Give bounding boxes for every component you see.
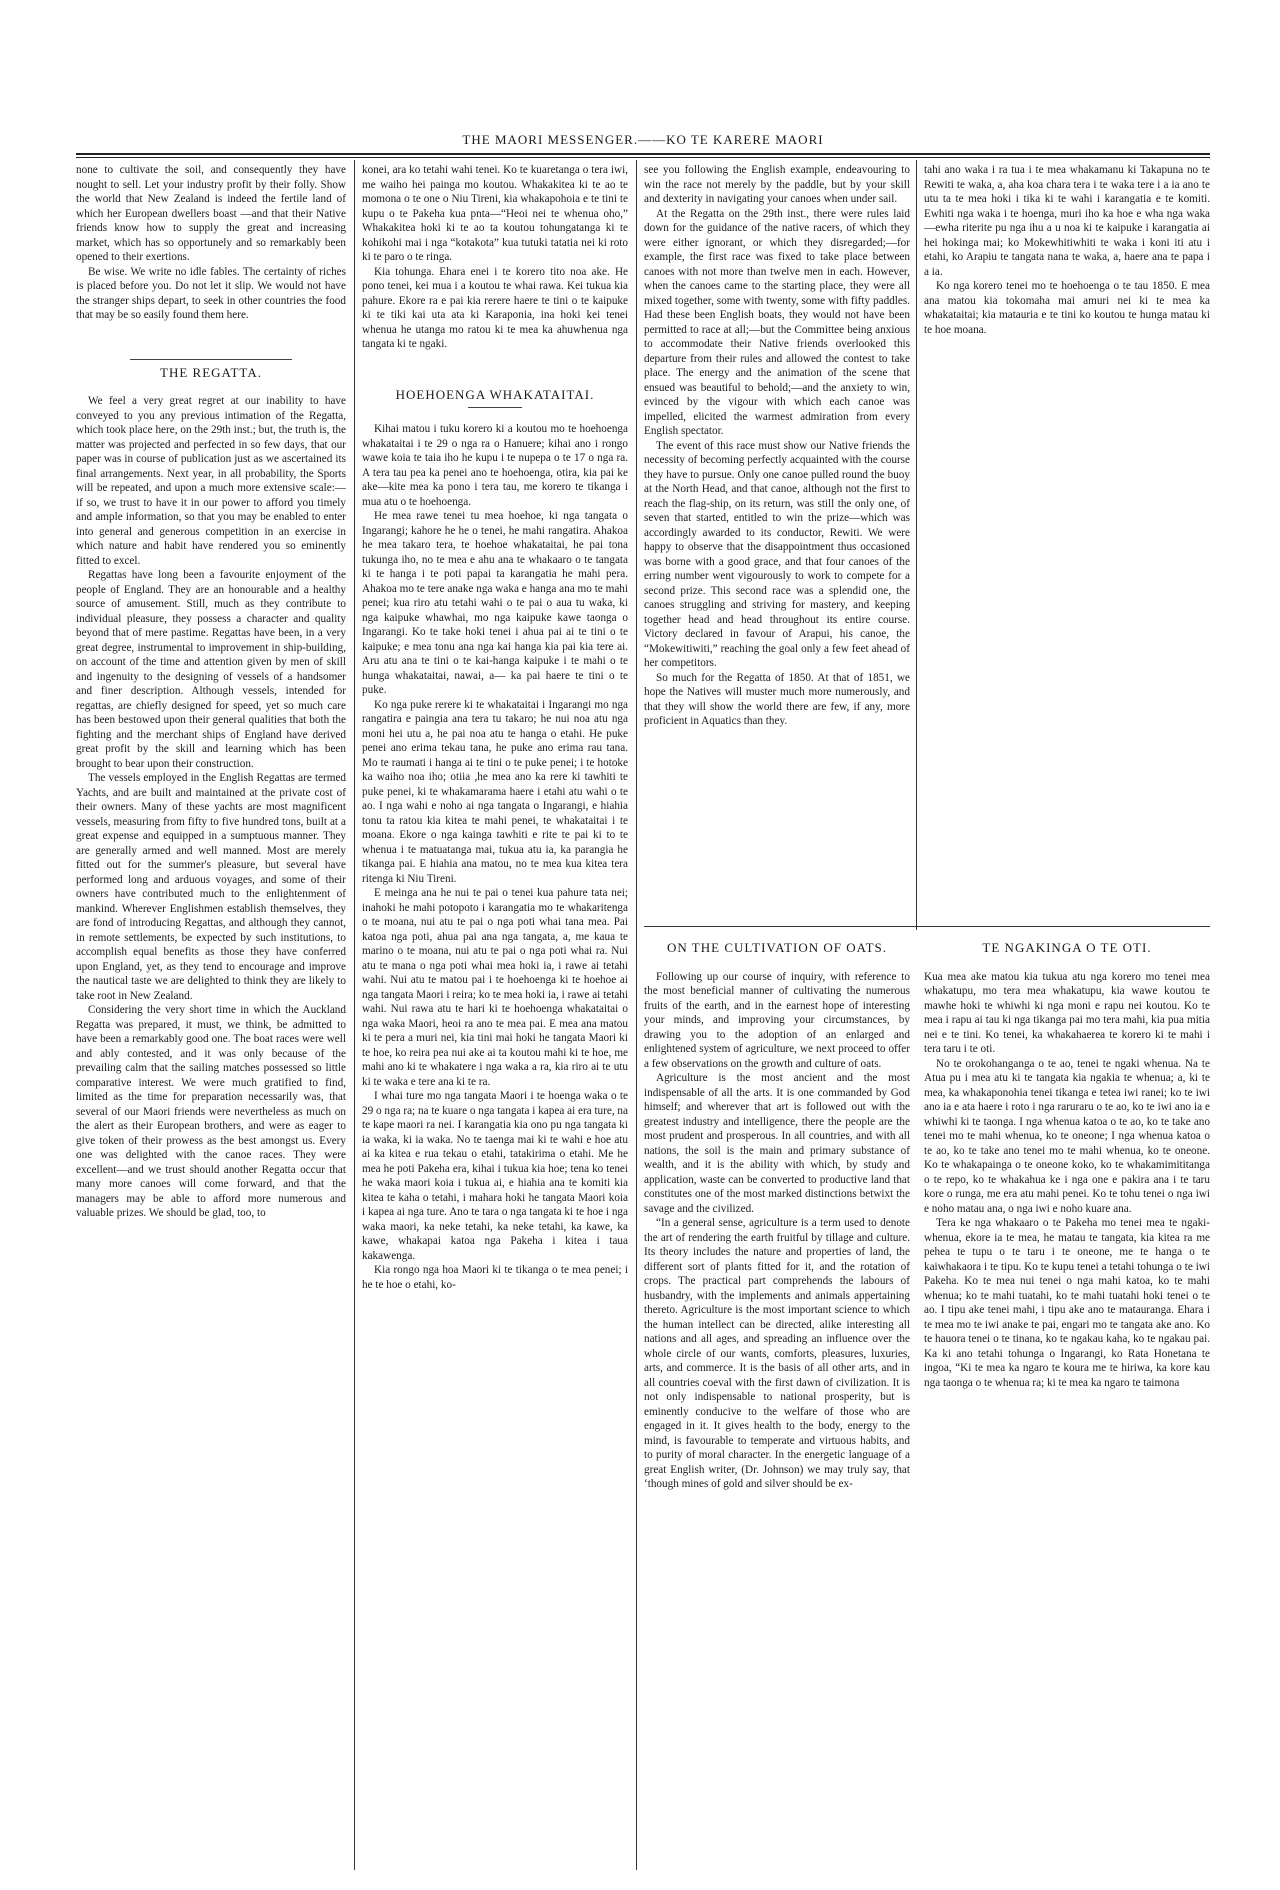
ngakinga-paragraph: Kua mea ake matou kia tukua atu nga korero mo tenei mea whakatupu, mo tera mea whakatupu, kia wawe koutou te mawhe hoki te whiwhi ki nga moni e rapu nei koutou. Ko te mea i rapu ai tau ki nga tikanga pai mo tera mahi, kia pua mitia nei e te tini. Ko tenei, ka whakahaerea te korero ki te mahi i tera taru i te oti. <box>924 970 1210 1055</box>
section-divider <box>644 926 1210 927</box>
column-4-top <box>924 163 1210 923</box>
regatta-paragraph: The vessels employed in the English Regattas are termed Yachts, and are built and maintained at the private cost of their owners. Many of these yachts are most magnificent vessels, measuring from fifty to five hundred tons, built at a great expense and equipped in a sumptuous manner. They are generally armed and well manned. Most are merely fitted out for the summer's pleasure, but several have performed long and arduous voyages, and some of their owners have contributed much to the enlightenment of mankind. Wherever Englishmen establish themselves, they are fond of introducing Regattas, and although they cannot, in remote settlements, be expected by such institutions, to accomplish equal benefits as those they have conferred upon England, yet, as they tend to encourage and improve the nautical taste we are delighted to think they are likely to take root in New Zealand. <box>76 772 346 1002</box>
regatta-heading: THE REGATTA. <box>76 353 346 381</box>
header-rule-thin <box>76 157 1210 158</box>
ngakinga-article <box>924 935 1210 1870</box>
col1-intro2: Be wise. We write no idle fables. The certainty of riches is placed before you. Do not let it slip. We would not have the stranger ships depart, to seek in other countries the food that may be so easily found them here. <box>76 265 346 321</box>
ngakinga-paragraph: No te orokohanganga o te ao, tenei te ngaki whenua. Na te Atua pu i mea atu ki te tangata kia ngakia te whenua; a, ki te mea, ka whakaponohia tenei tikanga e tetea iwi ranei; ko te iwi ano ia e ata haere i roto i nga raruraru o te ao, ko te iwi ano ia e whiwhi ki te taonga. I nga whenua katoa o te ao, ko te take ano tenei mo te mahi whenua, ko te oneone; I nga whenua katoa o te ao, ko te take ano tenei mo te mahi whenua, ko te oneone. Ko te whakapainga o te oneone koko, ko te whakamimititanga o te repo, ko te whakahua ke i nga one e pakira ana i te taru kore o runga, me era atu mahi penei. Ko te tohu tenei o nga iwi e noho matau ana, o nga iwi e noho kuare ana. <box>924 1057 1210 1215</box>
ngakinga-paragraph: Tera ke nga whakaaro o te Pakeha mo tenei mea te ngaki-whenua, ekore ia te mea, he matau te tangata, kia kitea ra me pehea te tupu o te taru i te oneone, me te hanga o te kaiwhakaora i te tipu. Ko te kupu tenei a tetahi tohunga o te iwi Pakeha. Ko te mea nui tenei o nga mahi katoa, ko te mahi whenua; ko te mahi tuatahi, ko te mahi tuatahi hoki tenei o te ao. I tipu ake tenei mahi, i tipu ake ano te matauranga. Ehara i te mea mo te iwi anake te pai, engari mo te tangata ake ano. Ko te hauora tenei o te tinana, ko te ngakau kaha, ko te ngakau pai. Ka ki ano tetahi tohunga o Ingarangi, ko Rata Honetana te ingoa, “Ki te mea ka ngaro te koura me te hiriwa, ka kore kau nga taonga o te whenua ra; ki te mea ka ngaro te taimona <box>924 1217 1210 1389</box>
oats-heading: ON THE CULTIVATION OF OATS. <box>667 940 887 955</box>
column-2 <box>362 163 628 1868</box>
hoehoenga-paragraph: He mea rawe tenei tu mea hoehoe, ki nga tangata o Ingarangi; kahore he he o tenei, he mahi rangatira. Ahakoa he mea takaro tera, te hoehoe whakataitai, he pai tona tukunga iho, no te mea e ahu ana te whakaaro o te tangata ki te hanga i te poti papai ta karangatia he mahi pera. Ahakoa mo te tere anake nga waka e hanga ana mo te mahi penei; kua riro atu tetahi wahi o te pai o aua tu waka, ki nga kaipuke whawhai, mo nga kaipuke kawe taonga o Ingarangi. Ko te take hoki tenei i ahua pai ai te tini o te kaipuke; e mea tonu ana nga kai hanga kia pai kia tere ai. Aru atu ana te tini o te kai-hanga kaipuke i te mahi o te hunga whakataitai, nawai, a— ka pai haere te tini o te puke. <box>362 510 628 696</box>
hoehoenga-paragraph: Kia rongo nga hoa Maori ki te tikanga o te mea penei; i he te hoe o etahi, ko- <box>362 1264 628 1291</box>
col4-intro: tahi ano waka i ra tua i te mea whakamanu ki Takapuna no te Rewiti te waka, a, aha koa chara tera i te waka tere i a ia ano te utu ta te mea hoki i tika ki te wahi i karangatia e te komiti. Ewhiti nga waka i te hoenga, muri iho ka hoe e wha nga waka—ewha riterite pu nga ihu a u noa ki te kaipuke i karangatia ai hei hokinga mai; ko Mokewhitiwhiti te waka i koni iti atu i etahi, ko Arapiu te tangata nana te waka, a, haere ana te papa i a ia. <box>924 164 1210 278</box>
hoehoenga-paragraph: E meinga ana he nui te pai o tenei kua pahure tata nei; inahoki he mahi potopoto i karangatia mo te whakaritenga o te moana, nui atu te pai o nga poti whai tana mea. Pai katoa nga poti, ahua pai ana nga tangata, a, me kaua te marino o te moana, nui atu te pai o nga poti whai ra. Nui atu te mana o nga poti whai mea hoki ia, i rawe ai tetahi wahi. Nui atu te matou pai i te hoehoenga ki te hoehoe ai nga tangata Maori i reira; ko te mea hoki ia, i rawe ai tetahi wahi. Nui rawa atu te hari ki te hoehoenga whakataitai o nga waka Maori, heoi ra ano te mea pai. E mea ana matou ki te pera a muri nei, kia tini mai hoki he tangata Maori ki te hoe, ko reira pea nui ake ai ta koutou mahi ki te hoe, me mahi ano ki te whakatere i nga waka a ra, kia riro ai te utu ki te waka e tere ana ki te ra. <box>362 887 628 1088</box>
oats-paragraph: Following up our course of inquiry, with reference to the most beneficial manner of cultivating the numerous fruits of the earth, and in the earnest hope of interesting your minds, and improving your circumstances, by drawing you to the adoption of an enlarged and enlightened system of agriculture, we next proceed to offer a few observations on the growth and culture of oats. <box>644 970 910 1070</box>
regatta-paragraph: At the Regatta on the 29th inst., there were rules laid down for the guidance of the native racers, of which they were either ignorant, or which they disregarded;—for example, the first race was fixed to take place between canoes with not more than twelve men in each. However, when the canoes came to the starting place, they were all mixed together, some with twenty, some with fifty paddles. Had these been English boats, they would not have been permitted to race at all;—but the Committee being anxious to accommodate their Native friends overlooked this departure from their rules and allowed the contest to take place. The energy and the animation of the scene that ensued was beautiful to behold;—and the anxiety to win, evinced by the vigour with which each canoe was impelled, elicited the warmest admiration from every English spectator. <box>644 207 910 437</box>
regatta-paragraph: The event of this race must show our Native friends the necessity of becoming perfectly acquainted with the course they have to pursue. Only one canoe pulled round the buoy at the North Head, and that canoe, although not the first to reach the flag-ship, on its return, was still the only one, of seven that started, entitled to win the prize—which was accordingly awarded to its conductor, Rewiti. We were happy to observe that the disappointment thus occasioned was borne with a good grace, and that four canoes of the erring number went vigourously to work to compete for a second prize. This second race was a splendid one, the canoes struggling and striving for mastery, and keeping together head and head throughout its entire course. Victory declared in favour of Arapui, his canoe, the “Mokewitiwiti,” reaching the goal only a few feet ahead of her competitors. <box>644 439 910 669</box>
col2-intro2: Kia tohunga. Ehara enei i te korero tito noa ake. He pono tenei, kei mua i a koutou te whai rawa. Kei tukua kia pahure. Ekore ra e pai kia rerere haere te tini o te kaipuke ki te tiki kai uta ata ki Karaponia, ina hoki kei tenei whenua he utanga mo ratou ki te mea ka ahuwhenua nga tangata ki te ngaki. <box>362 265 628 350</box>
col1-intro: none to cultivate the soil, and consequently they have nought to sell. Let your industry profit by their folly. Show the world that New Zealand is indeed the fertile land of which her European dwellers boast —and that their Native friends know how to supply the great and increasing market, which has so opportunely and so remarkably been opened to their exertions. <box>76 164 346 263</box>
hoehoenga-paragraph: Ko nga puke rerere ki te whakataitai i Ingarangi mo nga rangatira e paingia ana tera tu takaro; he nui noa atu nga moni hei utu a, he pai noa atu te hanga o etahi. He puke penei ano erima tekau tana, he puke ano erima rau tana. Mo te raumati i hanga ai te tini o te puke penei; i te hotoke ka waiho noa iho; otiia ,he mea ano ka rere ki tawhiti te puke penei, ki te whakamarama haere i etahi atu wahi o te ao. I nga wahi e noho ai nga tangata o Ingarangi, e hiahia tonu ta ratou kia kitea te mahi penei, te whakataitai i te moana. Ekore o nga kainga tawhiti e rite te pai ki to te whenua i te matuatanga mai, tukua atu ia, ka parangia he tikanga pai. E hiahia ana matou, no te mea kua kitea tera ritenga ki Niu Tireni. <box>362 698 628 885</box>
ngakinga-heading: TE NGAKINGA O TE OTI. <box>982 940 1152 955</box>
column-1 <box>76 163 346 1868</box>
column-3-top <box>644 163 910 923</box>
regatta-paragraph: Considering the very short time in which the Auckland Regatta was prepared, it must, we think, be admitted to have been a remarkably good one. The boat races were well and ably contested, and it was only because of the prevailing calm that the sailing matches possessed so little comparative interest. We were much gratified to find, limited as the time for preparation necessarily was, that several of our Maori friends were nevertheless as much on the alert as their European brothers, and were as eager to give token of their prowess as the best amongst us. Every one was delighted with the canoe races. They were excellent—and we trust should another Regatta occur that many more canoes will come forward, and that the managers may be able to afford more numerous and valuable prizes. We should be glad, too, to <box>76 1004 346 1219</box>
column-divider <box>354 160 355 1870</box>
col3-intro: see you following the English example, endeavouring to win the race not merely by the paddle, but by your skill and dexterity in navigating your canoes when under sail. <box>644 164 910 205</box>
regatta-paragraph: Regattas have long been a favourite enjoyment of the people of England. They are an honourable and a healthy source of amusement. Still, much as they contribute to individual pleasure, they possess a character and quality beyond that of mere pastime. Regattas have been, in a very great degree, instrumental to improvement in ship-building, on account of the time and attention given by men of skill and ingenuity to the designing of vessels of a handsomer and finer description. Although vessels, intended for regattas, are chiefly designed for speed, yet so much care has been bestowed upon their general qualities that both the fighting and the merchant ships of England have derived great profit by the skill and learning which has been brought to bear upon their construction. <box>76 569 346 770</box>
regatta-paragraph: So much for the Regatta of 1850. At that of 1851, we hope the Natives will muster much more numerously, and that they will show the world there are few, if any, more proficient in Aquatics than they. <box>644 671 910 727</box>
header-rule <box>76 153 1210 155</box>
oats-paragraph: Agriculture is the most ancient and the most indispensable of all the arts. It is one commanded by God himself; and wherever that art is followed out with the greatest industry and intelligence, there the people are the most prudent and prosperous. In all countries, and with all nations, the soil is the main and primary substance of wealth, and it is the ability with which, by study and application, waste can be converted to productive land that constitutes one of the most marked distinctions betwixt the savage and the civilized. <box>644 1072 910 1215</box>
col4-intro2: Ko nga korero tenei mo te hoehoenga o te tau 1850. E mea ana matou kia tokomaha mai amuri nei ki te mea ka whakataitai; kia matauria e te tini ko koutou te hunga matau ki te hoe moana. <box>924 280 1210 336</box>
column-divider <box>636 160 637 1870</box>
page-header: THE MAORI MESSENGER.——KO TE KARERE MAORI <box>462 132 824 147</box>
oats-article <box>644 935 910 1870</box>
hoehoenga-paragraph: I whai ture mo nga tangata Maori i te hoenga waka o te 29 o nga ra; na te kuare o nga tangata i kapea ai era ture, na te kape maori ra nei. I karangatia kia ono pu nga tangata ki ia waka, ki ia waka. No te taenga mai ki te wahi e hoe atu ai ka kitea e rua tekau o etahi, tatakirima o etahi. Me he mea he poti Pakeha era, kihai i tukua kia hoe; tena ko tenei he waka maori koia i tukua ai, e hiahia ana te komiti kia kitea te kaha o tetahi, i mahara hoki he tangata Maori koia i kapea ai nga ture. Ano te tara o nga tangata ki te hoe i nga waka maori, ka neke tetahi, ka neke tetahi, ka kawe, ka kawe, whakapai katoa nga Pakeha i kitea i taua kakawenga. <box>362 1090 628 1262</box>
col2-intro: konei, ara ko tetahi wahi tenei. Ko te kuaretanga o tera iwi, me waiho hei painga mo koutou. Whakakitea ki te ao te momona o te one o Niu Tireni, kia whakapohoia e te tini te kupu o te Pakeha kua pnta—“Heoi nei te whenua oho,” Whakakitea hoki ki te ao ta koutou tohungatanga ki te kohikohi mai i nga “kotakota” kua tutuki tatatia nei ki roto ki te paro o te ringa. <box>362 164 628 263</box>
hoehoenga-heading: HOEHOENGA WHAKATAITAI. <box>362 382 628 409</box>
column-divider <box>916 160 917 930</box>
hoehoenga-paragraph: Kihai matou i tuku korero ki a koutou mo te hoehoenga whakataitai i te 29 o nga ra o Hanuere; kihai ano i rongo wawe koia te taia iho he kupu i te nupepa o te 17 o nga ra. A tera tau pea ka penei ano te hoehoenga, otira, kia pai ke ake—kite mea ka pono i tera tau, me korero te tikanga i mua atu o te hoehoenga. <box>362 423 628 508</box>
oats-paragraph: “In a general sense, agriculture is a term used to denote the art of rendering the earth fruitful by tillage and culture. Its theory includes the nature and properties of land, the different sort of plants fitted for it, and the rotation of crops. The practical part comprehends the labours of husbandry, with the implements and animals appertaining thereto. Agriculture is the most important science to which the human intellect can be directed, alike interesting all nations and all ages, and spreading an influence over the whole circle of our wants, comforts, pleasures, luxuries, arts, and commerce. It is the basis of all other arts, and in all countries coeval with the first dawn of civilization. It is not only indispensable to national prosperity, but is eminently conducive to the welfare of those who are engaged in it. It gives health to the body, energy to the mind, is favourable to temperate and virtuous habits, and to purity of moral character. In the energetic language of a great English writer, (Dr. Johnson) we may truly say, that ‘though mines of gold and silver should be ex- <box>644 1217 910 1490</box>
regatta-paragraph: We feel a very great regret at our inability to have conveyed to you any previous intimation of the Regatta, which took place here, on the 29th inst.; but, the truth is, the matter was projected and perfected in so few days, that our paper was in course of publication just as we ascertained its final arrangements. Next year, in all probability, the Sports will be repeated, and upon a much more extensive scale:—if so, we trust to have it in our power to afford you timely and ample information, so that you may be enabled to enter into general and generous competition in an exercise in which nature and habit have rendered you so eminently fitted to excel. <box>76 395 346 567</box>
